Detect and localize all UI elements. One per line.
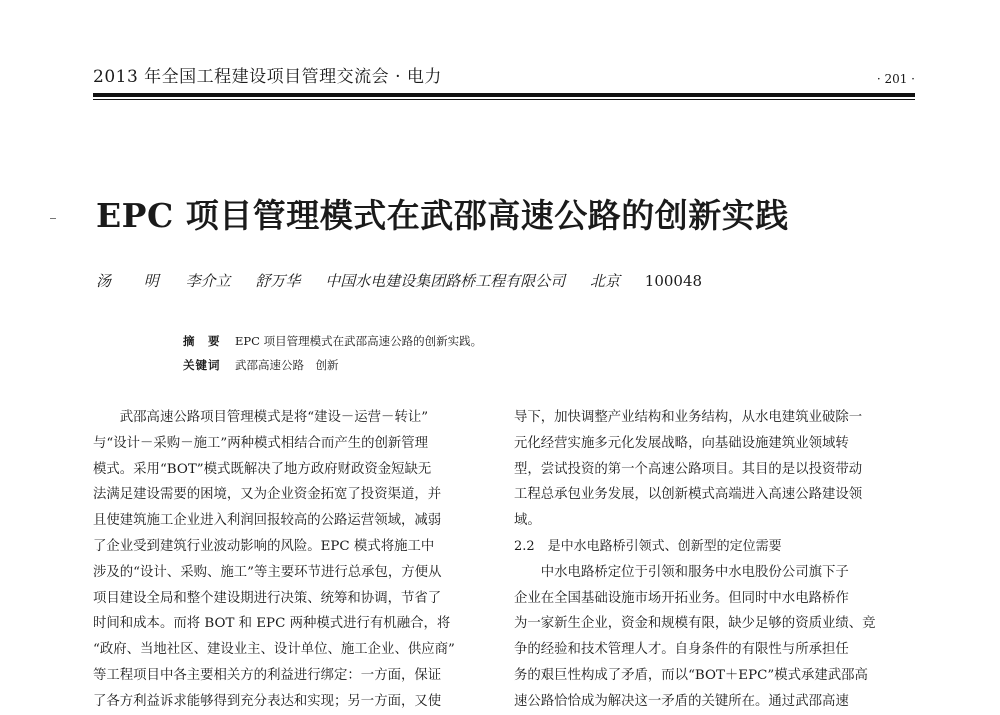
text-line: 法满足建设需要的困境，又为企业资金拓宽了投资渠道，并: [93, 487, 442, 503]
text-line: “政府、当地社区、建设业主、设计单位、施工企业、供应商”: [93, 642, 455, 658]
abstract-text: EPC 项目管理模式在武邵高速公路的创新实践。: [235, 334, 483, 348]
text-line: 且使建筑施工企业进入利润回报较高的公路运营领域，减弱: [93, 513, 442, 529]
text-line: 时间和成本。而将 BOT 和 EPC 两种模式进行有机融合，将: [93, 616, 451, 632]
keywords-label: 关键词: [183, 358, 221, 372]
text-line: 争的经验和技术管理人才。自身条件的有限性与所承担任: [514, 642, 849, 658]
running-header: [93, 58, 915, 88]
text-line: 为一家新生企业，资金和规模有限，缺少足够的资质业绩、竞: [514, 616, 876, 632]
author-surname: 汤: [96, 272, 112, 290]
text-line: 企业在全国基础设施市场开拓业务。但同时中水电路桥作: [514, 590, 849, 606]
author-city: 北京: [589, 272, 620, 290]
text-line: 了各方利益诉求能够得到充分表达和实现；另一方面，又使: [93, 693, 442, 709]
keywords-text: 武邵高速公路 创新: [235, 358, 339, 372]
article-title: EPC 项目管理模式在武邵高速公路的创新实践: [96, 196, 789, 235]
text-line: 中水电路桥定位于引领和服务中水电股份公司旗下子: [514, 564, 849, 580]
text-line: 与“设计－采购－施工”两种模式相结合而产生的创新管理: [93, 435, 429, 451]
author-affiliation: 中国水电建设集团路桥工程有限公司: [325, 272, 566, 290]
text-line: 元化经营实施多元化发展战略，向基础设施建筑业领域转: [514, 435, 849, 451]
abstract-label: 摘 要: [183, 334, 221, 348]
text-line: 等工程项目中各主要相关方的利益进行绑定：一方面，保证: [93, 667, 442, 683]
margin-mark: [50, 218, 56, 219]
author-postcode: 100048: [644, 272, 703, 290]
section-heading: 2.2 是中水电路桥引领式、创新型的定位需要: [514, 538, 782, 554]
header-rule-thick: [93, 93, 915, 97]
text-line: 工程总承包业务发展，以创新模式高端进入高速公路建设领: [514, 487, 863, 503]
text-line: 涉及的“设计、采购、施工”等主要环节进行总承包，方便从: [93, 564, 442, 580]
author-given-name: 明: [143, 272, 159, 290]
text-line: 了企业受到建筑行业波动影响的风险。EPC 模式将施工中: [93, 538, 435, 554]
body-column-left: [93, 405, 488, 715]
text-line: 模式。采用“BOT”模式既解决了地方政府财政资金短缺无: [93, 461, 432, 477]
text-line: 域。: [514, 513, 541, 529]
header-rule-thin: [93, 99, 915, 100]
text-line: 务的艰巨性构成了矛盾，而以“BOT＋EPC”模式承建武邵高: [514, 667, 868, 683]
abstract: [183, 333, 482, 349]
text-line: 型，尝试投资的第一个高速公路项目。其目的是以投资带动: [514, 461, 863, 477]
text-line: 武邵高速公路项目管理模式是将“建设－运营－转让”: [93, 410, 429, 425]
author-name: 李介立: [185, 272, 231, 290]
text-line: 导下，加快调整产业结构和业务结构，从水电建筑业破除一: [514, 410, 863, 425]
text-line: 项目建设全局和整个建设期进行决策、统筹和协调，节省了: [93, 590, 442, 606]
author-line: [96, 270, 722, 292]
keywords: [183, 357, 339, 373]
journal-title: 2013 年全国工程建设项目管理交流会 · 电力: [93, 67, 442, 87]
body-column-right: [514, 405, 909, 715]
page-number: · 201 ·: [876, 72, 915, 86]
author-name: 舒万华: [255, 272, 301, 290]
text-line: 速公路恰恰成为解决这一矛盾的关键所在。通过武邵高速: [514, 693, 849, 709]
